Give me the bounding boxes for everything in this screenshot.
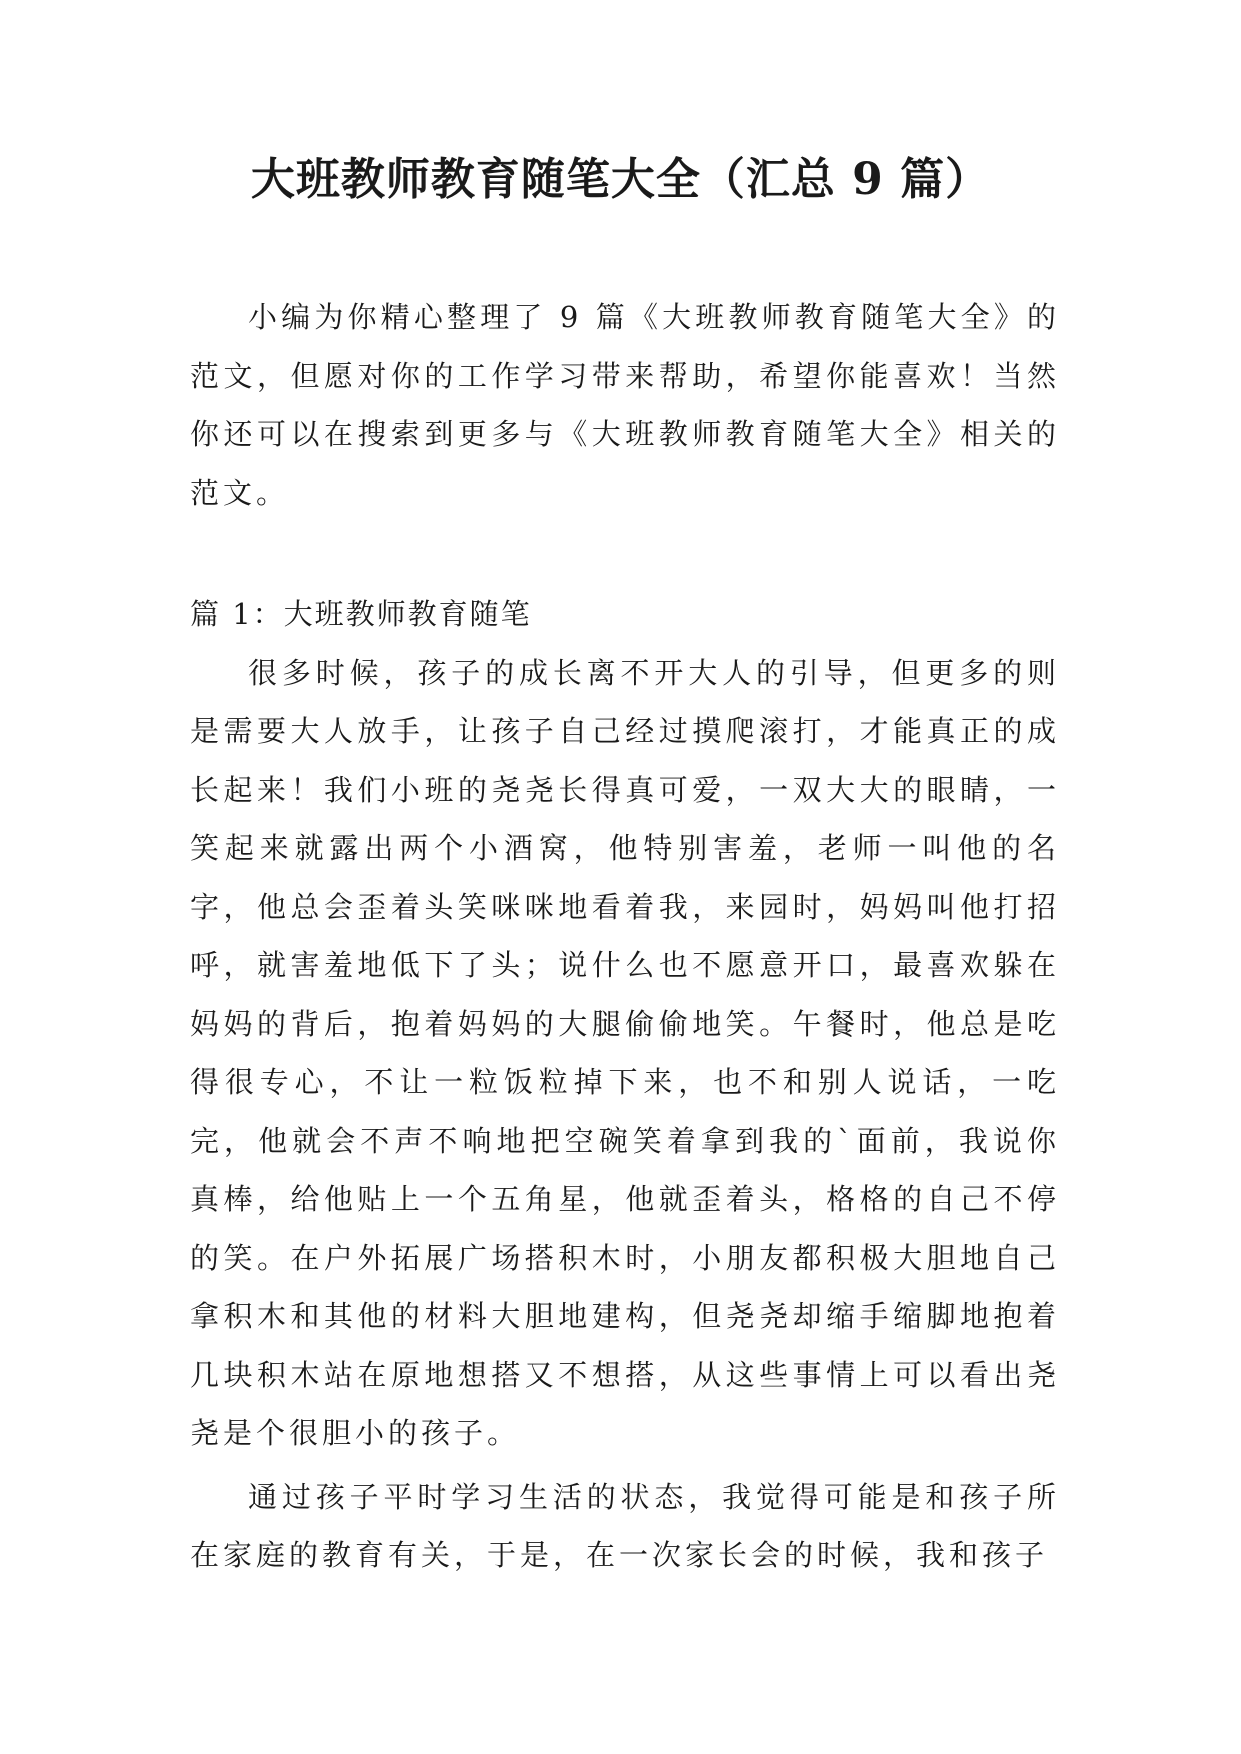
body-paragraph: 很多时候，孩子的成长离不开大人的引导，但更多的则是需要大人放手，让孩子自己经过摸爬滚打，才能真正的成长起来！我们小班的尧尧长得真可爱，一双大大的眼睛，一笑起来就露出两个小酒窝，他特别害羞，老师一叫他的名字，他总会歪着头笑咪咪地看着我，来园时，妈妈叫他打招呼，就害羞地低下了头；说什么也不愿意开口，最喜欢躲在妈妈的背后，抱着妈妈的大腿偷偷地笑。午餐时，他总是吃得很专心，不让一粒饭粒掉下来，也不和别人说话，一吃完，他就会不声不响地把空碗笑着拿到我的`面前，我说你真棒，给他贴上一个五角星，他就歪着头，格格的自己不停的笑。在户外拓展广场搭积木时，小朋友都积极大胆地自己拿积木和其他的材料大胆地建构，但尧尧却缩手缩脚地抱着几块积木站在原地想搭又不想搭，从这些事情上可以看出尧尧是个很胆小的孩子。: [190, 655, 1060, 1450]
body-paragraph: 通过孩子平时学习生活的状态，我觉得可能是和孩子所在家庭的教育有关，于是，在一次家长会的时候，我和孩子: [190, 1479, 1060, 1572]
section-heading: 篇 1：大班教师教育随笔: [190, 597, 532, 631]
document-title: 大班教师教育随笔大全（汇总 9 篇）: [250, 154, 991, 205]
document-body: [190, 288, 1060, 1585]
intro-paragraph: 小编为你精心整理了 9 篇《大班教师教育随笔大全》的范文，但愿对你的工作学习带来帮助，希望你能喜欢！当然你还可以在搜索到更多与《大班教师教育随笔大全》相关的范文。: [190, 300, 1060, 510]
spacer: [190, 522, 1060, 585]
